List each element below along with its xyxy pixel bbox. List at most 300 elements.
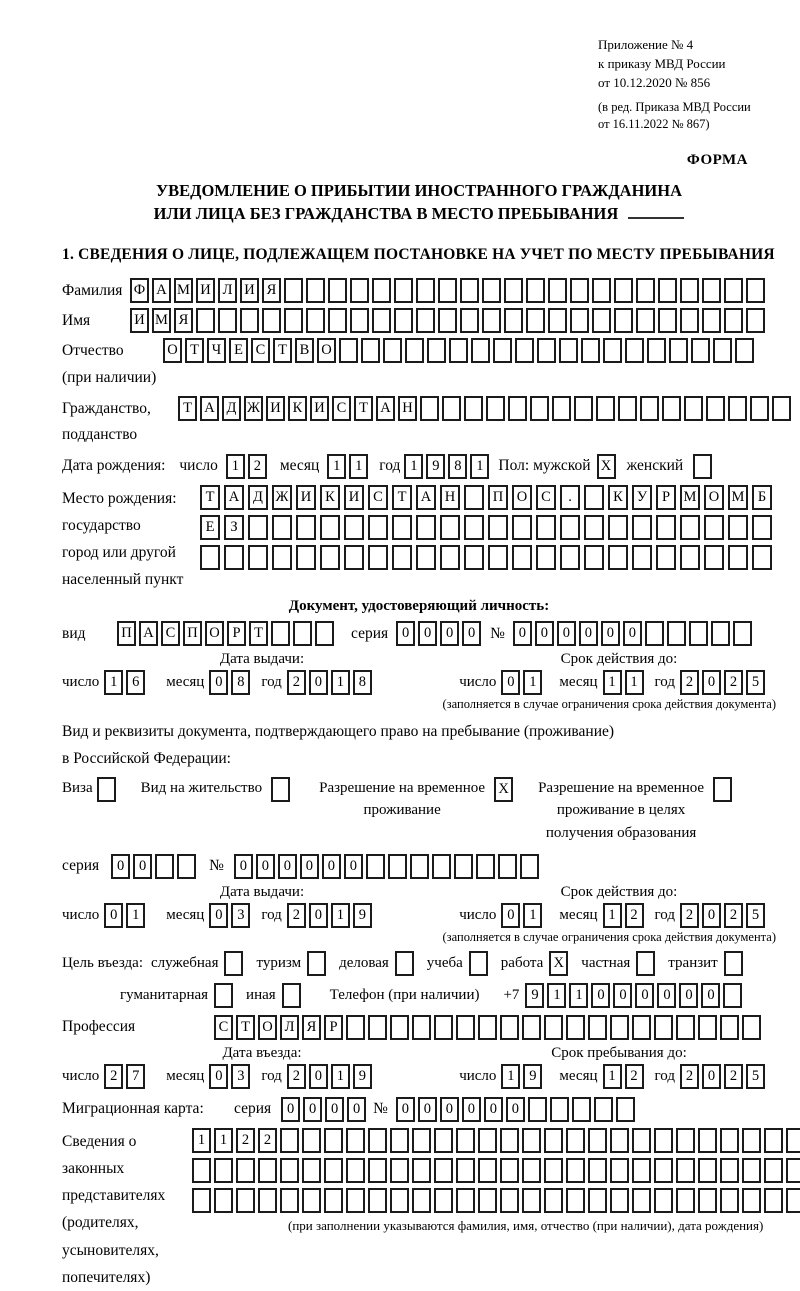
form-cell[interactable] xyxy=(512,545,532,570)
form-cell[interactable]: О xyxy=(205,621,224,646)
form-cell[interactable]: А xyxy=(224,485,244,510)
form-cell[interactable] xyxy=(493,338,512,363)
form-cell[interactable] xyxy=(306,308,325,333)
form-cell[interactable] xyxy=(442,396,461,421)
form-cell[interactable]: 2 xyxy=(724,670,743,695)
form-cell[interactable] xyxy=(456,1158,475,1183)
form-cell[interactable] xyxy=(592,308,611,333)
form-cell[interactable] xyxy=(581,338,600,363)
form-cell[interactable]: 1 xyxy=(523,670,542,695)
form-cell[interactable] xyxy=(282,983,301,1008)
form-cell[interactable] xyxy=(536,545,556,570)
form-cell[interactable] xyxy=(460,278,479,303)
form-cell[interactable]: А xyxy=(200,396,219,421)
form-cell[interactable]: . xyxy=(560,485,580,510)
form-cell[interactable] xyxy=(786,1128,800,1153)
purpose-transit-checkbox[interactable] xyxy=(724,951,746,976)
form-cell[interactable]: О xyxy=(704,485,724,510)
form-cell[interactable]: О xyxy=(317,338,336,363)
form-cell[interactable] xyxy=(654,1015,673,1040)
form-cell[interactable]: О xyxy=(258,1015,277,1040)
form-cell[interactable] xyxy=(271,621,290,646)
form-cell[interactable]: 2 xyxy=(236,1128,255,1153)
form-cell[interactable] xyxy=(508,396,527,421)
form-cell[interactable] xyxy=(676,1188,695,1213)
form-cell[interactable] xyxy=(390,1128,409,1153)
form-cell[interactable] xyxy=(449,338,468,363)
form-cell[interactable] xyxy=(680,515,700,540)
iddoc-valid-month-cells[interactable] xyxy=(603,670,647,695)
form-cell[interactable] xyxy=(478,1158,497,1183)
iddoc-issue-month-cells[interactable] xyxy=(209,670,253,695)
form-cell[interactable]: А xyxy=(152,278,171,303)
form-cell[interactable] xyxy=(522,1158,541,1183)
form-cell[interactable]: 0 xyxy=(513,621,532,646)
form-cell[interactable] xyxy=(434,1015,453,1040)
form-cell[interactable]: А xyxy=(139,621,158,646)
permit-issue-year-cells[interactable] xyxy=(287,903,375,928)
form-cell[interactable] xyxy=(640,396,659,421)
migration-seriya-cells[interactable] xyxy=(281,1097,369,1122)
form-cell[interactable]: И xyxy=(266,396,285,421)
form-cell[interactable]: 0 xyxy=(702,903,721,928)
form-cell[interactable] xyxy=(390,1158,409,1183)
birthplace-cells-row1[interactable] xyxy=(200,485,776,510)
form-cell[interactable] xyxy=(412,1128,431,1153)
form-cell[interactable]: 1 xyxy=(569,983,588,1008)
form-cell[interactable] xyxy=(320,545,340,570)
form-cell[interactable] xyxy=(746,308,765,333)
form-cell[interactable] xyxy=(588,1128,607,1153)
form-cell[interactable] xyxy=(570,308,589,333)
form-cell[interactable]: X xyxy=(494,777,513,802)
form-cell[interactable]: Т xyxy=(185,338,204,363)
form-cell[interactable] xyxy=(512,515,532,540)
purpose-private-checkbox[interactable] xyxy=(636,951,658,976)
form-cell[interactable]: 0 xyxy=(322,854,341,879)
form-cell[interactable] xyxy=(302,1188,321,1213)
form-cell[interactable]: 2 xyxy=(625,1064,644,1089)
form-cell[interactable] xyxy=(440,515,460,540)
form-cell[interactable] xyxy=(786,1188,800,1213)
form-cell[interactable]: 0 xyxy=(623,621,642,646)
form-cell[interactable] xyxy=(614,278,633,303)
form-cell[interactable]: 0 xyxy=(702,1064,721,1089)
form-cell[interactable] xyxy=(676,1128,695,1153)
form-cell[interactable]: 0 xyxy=(579,621,598,646)
form-cell[interactable]: 5 xyxy=(746,670,765,695)
form-cell[interactable] xyxy=(691,338,710,363)
form-cell[interactable] xyxy=(192,1158,211,1183)
form-cell[interactable] xyxy=(324,1158,343,1183)
form-cell[interactable] xyxy=(504,308,523,333)
form-cell[interactable]: 0 xyxy=(303,1097,322,1122)
form-cell[interactable] xyxy=(471,338,490,363)
form-cell[interactable]: З xyxy=(224,515,244,540)
form-cell[interactable]: 1 xyxy=(327,454,346,479)
form-cell[interactable]: 0 xyxy=(234,854,253,879)
form-cell[interactable] xyxy=(280,1188,299,1213)
form-cell[interactable]: В xyxy=(295,338,314,363)
form-cell[interactable] xyxy=(724,278,743,303)
form-cell[interactable] xyxy=(728,545,748,570)
stay-day-cells[interactable] xyxy=(501,1064,545,1089)
form-cell[interactable]: 8 xyxy=(353,670,372,695)
form-cell[interactable]: 2 xyxy=(680,670,699,695)
form-cell[interactable] xyxy=(315,621,334,646)
form-cell[interactable]: Ч xyxy=(207,338,226,363)
form-cell[interactable] xyxy=(346,1158,365,1183)
form-cell[interactable] xyxy=(764,1188,783,1213)
form-cell[interactable] xyxy=(438,278,457,303)
form-cell[interactable]: П xyxy=(183,621,202,646)
form-cell[interactable]: С xyxy=(161,621,180,646)
form-cell[interactable]: 2 xyxy=(724,1064,743,1089)
form-cell[interactable]: 0 xyxy=(325,1097,344,1122)
entry-month-cells[interactable] xyxy=(209,1064,253,1089)
form-cell[interactable] xyxy=(632,1188,651,1213)
form-cell[interactable] xyxy=(478,1128,497,1153)
iddoc-number-cells[interactable] xyxy=(513,621,755,646)
form-cell[interactable]: 1 xyxy=(470,454,489,479)
permit-issue-day-cells[interactable] xyxy=(104,903,148,928)
purpose-business-checkbox[interactable] xyxy=(395,951,417,976)
form-cell[interactable] xyxy=(394,278,413,303)
form-cell[interactable] xyxy=(693,454,712,479)
form-cell[interactable]: 2 xyxy=(287,670,306,695)
form-cell[interactable] xyxy=(752,515,772,540)
form-cell[interactable]: 1 xyxy=(625,670,644,695)
form-cell[interactable] xyxy=(566,1128,585,1153)
form-cell[interactable]: X xyxy=(597,454,616,479)
iddoc-issue-day-cells[interactable] xyxy=(104,670,148,695)
form-cell[interactable] xyxy=(742,1128,761,1153)
form-cell[interactable] xyxy=(544,1015,563,1040)
form-cell[interactable]: Р xyxy=(324,1015,343,1040)
form-cell[interactable]: И xyxy=(344,485,364,510)
form-cell[interactable] xyxy=(560,545,580,570)
form-cell[interactable] xyxy=(636,308,655,333)
form-cell[interactable]: 1 xyxy=(104,670,123,695)
form-cell[interactable] xyxy=(339,338,358,363)
form-cell[interactable] xyxy=(550,1097,569,1122)
form-cell[interactable] xyxy=(656,515,676,540)
form-cell[interactable] xyxy=(469,951,488,976)
form-cell[interactable]: О xyxy=(163,338,182,363)
form-cell[interactable] xyxy=(434,1158,453,1183)
iddoc-valid-year-cells[interactable] xyxy=(680,670,768,695)
form-cell[interactable] xyxy=(296,515,316,540)
iddoc-valid-day-cells[interactable] xyxy=(501,670,545,695)
form-cell[interactable]: 0 xyxy=(209,1064,228,1089)
form-cell[interactable]: Л xyxy=(218,278,237,303)
form-cell[interactable] xyxy=(224,951,243,976)
form-cell[interactable] xyxy=(528,1097,547,1122)
form-cell[interactable] xyxy=(500,1158,519,1183)
form-cell[interactable]: 1 xyxy=(331,670,350,695)
form-cell[interactable] xyxy=(698,1015,717,1040)
form-cell[interactable] xyxy=(488,545,508,570)
form-cell[interactable]: А xyxy=(416,485,436,510)
form-cell[interactable] xyxy=(764,1158,783,1183)
form-cell[interactable] xyxy=(416,278,435,303)
form-cell[interactable] xyxy=(522,1188,541,1213)
form-cell[interactable]: Т xyxy=(200,485,220,510)
form-cell[interactable]: 3 xyxy=(231,903,250,928)
permit-residence-checkbox[interactable] xyxy=(271,777,293,802)
form-cell[interactable] xyxy=(390,1015,409,1040)
permit-temporary-checkbox[interactable] xyxy=(494,777,516,802)
form-cell[interactable]: 0 xyxy=(557,621,576,646)
form-cell[interactable]: Р xyxy=(227,621,246,646)
permit-number-cells[interactable] xyxy=(234,854,542,879)
form-cell[interactable]: 0 xyxy=(111,854,130,879)
profession-cells[interactable] xyxy=(214,1015,764,1040)
permit-valid-month-cells[interactable] xyxy=(603,903,647,928)
form-cell[interactable]: 2 xyxy=(104,1064,123,1089)
form-cell[interactable] xyxy=(368,1188,387,1213)
form-cell[interactable]: 2 xyxy=(287,903,306,928)
form-cell[interactable]: Я xyxy=(262,278,281,303)
form-cell[interactable] xyxy=(742,1015,761,1040)
form-cell[interactable]: Т xyxy=(392,485,412,510)
form-cell[interactable] xyxy=(667,621,686,646)
form-cell[interactable]: 9 xyxy=(523,1064,542,1089)
iddoc-vid-cells[interactable] xyxy=(117,621,337,646)
form-cell[interactable] xyxy=(588,1188,607,1213)
form-cell[interactable] xyxy=(526,308,545,333)
form-cell[interactable] xyxy=(482,308,501,333)
form-cell[interactable] xyxy=(723,983,742,1008)
form-cell[interactable]: 2 xyxy=(680,1064,699,1089)
form-cell[interactable] xyxy=(368,1158,387,1183)
stay-month-cells[interactable] xyxy=(603,1064,647,1089)
form-cell[interactable] xyxy=(728,515,748,540)
form-cell[interactable]: 0 xyxy=(484,1097,503,1122)
form-cell[interactable]: 0 xyxy=(440,621,459,646)
form-cell[interactable]: 1 xyxy=(331,903,350,928)
form-cell[interactable]: 0 xyxy=(209,670,228,695)
form-cell[interactable] xyxy=(680,278,699,303)
form-cell[interactable]: 0 xyxy=(613,983,632,1008)
form-cell[interactable]: Т xyxy=(273,338,292,363)
form-cell[interactable] xyxy=(588,1015,607,1040)
form-cell[interactable] xyxy=(632,1158,651,1183)
form-cell[interactable] xyxy=(702,278,721,303)
form-cell[interactable] xyxy=(654,1128,673,1153)
sex-female-checkbox[interactable] xyxy=(693,454,715,479)
form-cell[interactable] xyxy=(454,854,473,879)
form-cell[interactable] xyxy=(680,308,699,333)
entry-year-cells[interactable] xyxy=(287,1064,375,1089)
form-cell[interactable] xyxy=(372,278,391,303)
form-cell[interactable]: 1 xyxy=(523,903,542,928)
form-cell[interactable] xyxy=(537,338,556,363)
form-cell[interactable] xyxy=(698,1128,717,1153)
form-cell[interactable] xyxy=(236,1188,255,1213)
birthdate-year-cells[interactable] xyxy=(404,454,492,479)
form-cell[interactable]: 3 xyxy=(231,1064,250,1089)
form-cell[interactable]: 0 xyxy=(309,903,328,928)
form-cell[interactable]: Я xyxy=(174,308,193,333)
form-cell[interactable] xyxy=(746,278,765,303)
form-cell[interactable]: 0 xyxy=(591,983,610,1008)
purpose-study-checkbox[interactable] xyxy=(469,951,491,976)
form-cell[interactable]: М xyxy=(152,308,171,333)
form-cell[interactable] xyxy=(350,278,369,303)
form-cell[interactable] xyxy=(584,515,604,540)
form-cell[interactable] xyxy=(645,621,664,646)
form-cell[interactable] xyxy=(544,1128,563,1153)
form-cell[interactable] xyxy=(372,308,391,333)
form-cell[interactable]: А xyxy=(376,396,395,421)
form-cell[interactable] xyxy=(676,1158,695,1183)
form-cell[interactable]: 0 xyxy=(601,621,620,646)
form-cell[interactable] xyxy=(394,308,413,333)
form-cell[interactable] xyxy=(366,854,385,879)
form-cell[interactable] xyxy=(307,951,326,976)
form-cell[interactable]: Л xyxy=(280,1015,299,1040)
form-cell[interactable] xyxy=(416,308,435,333)
form-cell[interactable] xyxy=(684,396,703,421)
form-cell[interactable] xyxy=(764,1128,783,1153)
form-cell[interactable] xyxy=(200,545,220,570)
form-cell[interactable] xyxy=(669,338,688,363)
form-cell[interactable]: М xyxy=(174,278,193,303)
birthplace-cells-row2[interactable] xyxy=(200,515,776,540)
form-cell[interactable]: 0 xyxy=(657,983,676,1008)
form-cell[interactable] xyxy=(296,545,316,570)
purpose-official-checkbox[interactable] xyxy=(224,951,246,976)
form-cell[interactable] xyxy=(460,308,479,333)
form-cell[interactable] xyxy=(464,545,484,570)
form-cell[interactable] xyxy=(676,1015,695,1040)
form-cell[interactable]: Т xyxy=(354,396,373,421)
form-cell[interactable]: Ф xyxy=(130,278,149,303)
form-cell[interactable] xyxy=(214,983,233,1008)
form-cell[interactable] xyxy=(218,308,237,333)
phone-cells[interactable] xyxy=(525,983,745,1008)
form-cell[interactable] xyxy=(240,308,259,333)
form-cell[interactable] xyxy=(324,1128,343,1153)
form-cell[interactable] xyxy=(248,515,268,540)
form-cell[interactable] xyxy=(572,1097,591,1122)
form-cell[interactable]: X xyxy=(549,951,568,976)
form-cell[interactable] xyxy=(328,308,347,333)
form-cell[interactable]: 0 xyxy=(278,854,297,879)
form-cell[interactable] xyxy=(616,1097,635,1122)
form-cell[interactable]: 0 xyxy=(440,1097,459,1122)
form-cell[interactable]: 2 xyxy=(680,903,699,928)
form-cell[interactable] xyxy=(177,854,196,879)
form-cell[interactable] xyxy=(464,515,484,540)
form-cell[interactable]: 0 xyxy=(635,983,654,1008)
form-cell[interactable]: 0 xyxy=(462,1097,481,1122)
permit-seriya-cells[interactable] xyxy=(111,854,199,879)
form-cell[interactable]: М xyxy=(728,485,748,510)
form-cell[interactable]: 0 xyxy=(396,621,415,646)
form-cell[interactable]: 0 xyxy=(347,1097,366,1122)
form-cell[interactable]: 0 xyxy=(506,1097,525,1122)
form-cell[interactable]: 7 xyxy=(126,1064,145,1089)
form-cell[interactable] xyxy=(434,1128,453,1153)
form-cell[interactable] xyxy=(689,621,708,646)
form-cell[interactable] xyxy=(632,1015,651,1040)
birthdate-month-cells[interactable] xyxy=(327,454,371,479)
form-cell[interactable] xyxy=(536,515,556,540)
purpose-other-checkbox[interactable] xyxy=(282,983,304,1008)
form-cell[interactable] xyxy=(728,396,747,421)
form-cell[interactable] xyxy=(500,1015,519,1040)
form-cell[interactable] xyxy=(302,1128,321,1153)
form-cell[interactable] xyxy=(328,278,347,303)
form-cell[interactable] xyxy=(350,308,369,333)
form-cell[interactable] xyxy=(702,308,721,333)
form-cell[interactable]: Т xyxy=(178,396,197,421)
form-cell[interactable] xyxy=(97,777,116,802)
permit-visa-checkbox[interactable] xyxy=(97,777,119,802)
form-cell[interactable]: И xyxy=(240,278,259,303)
form-cell[interactable] xyxy=(427,338,446,363)
form-cell[interactable] xyxy=(416,515,436,540)
form-cell[interactable] xyxy=(390,1188,409,1213)
form-cell[interactable]: 0 xyxy=(418,621,437,646)
form-cell[interactable] xyxy=(388,854,407,879)
purpose-humanitarian-checkbox[interactable] xyxy=(214,983,236,1008)
form-cell[interactable]: 0 xyxy=(209,903,228,928)
form-cell[interactable]: Р xyxy=(656,485,676,510)
firstname-cells[interactable] xyxy=(130,308,768,333)
iddoc-seriya-cells[interactable] xyxy=(396,621,484,646)
form-cell[interactable] xyxy=(392,515,412,540)
form-cell[interactable] xyxy=(544,1158,563,1183)
form-cell[interactable] xyxy=(584,545,604,570)
form-cell[interactable] xyxy=(488,515,508,540)
form-cell[interactable] xyxy=(592,278,611,303)
form-cell[interactable]: 0 xyxy=(133,854,152,879)
form-cell[interactable] xyxy=(654,1188,673,1213)
form-cell[interactable] xyxy=(515,338,534,363)
form-cell[interactable]: Д xyxy=(248,485,268,510)
form-cell[interactable] xyxy=(284,278,303,303)
form-cell[interactable]: Д xyxy=(222,396,241,421)
permit-issue-month-cells[interactable] xyxy=(209,903,253,928)
form-cell[interactable]: 0 xyxy=(702,670,721,695)
form-cell[interactable] xyxy=(713,338,732,363)
representatives-cells-row2[interactable] xyxy=(192,1158,800,1183)
form-cell[interactable]: С xyxy=(536,485,556,510)
form-cell[interactable] xyxy=(632,1128,651,1153)
form-cell[interactable] xyxy=(614,308,633,333)
form-cell[interactable] xyxy=(344,515,364,540)
form-cell[interactable]: 0 xyxy=(396,1097,415,1122)
form-cell[interactable] xyxy=(456,1128,475,1153)
purpose-tourism-checkbox[interactable] xyxy=(307,951,329,976)
form-cell[interactable] xyxy=(742,1188,761,1213)
form-cell[interactable] xyxy=(456,1188,475,1213)
form-cell[interactable]: 9 xyxy=(353,1064,372,1089)
form-cell[interactable] xyxy=(698,1188,717,1213)
form-cell[interactable] xyxy=(618,396,637,421)
form-cell[interactable] xyxy=(566,1188,585,1213)
form-cell[interactable] xyxy=(320,515,340,540)
form-cell[interactable]: 9 xyxy=(426,454,445,479)
form-cell[interactable] xyxy=(344,545,364,570)
form-cell[interactable] xyxy=(196,308,215,333)
form-cell[interactable]: 2 xyxy=(248,454,267,479)
representatives-cells-row1[interactable] xyxy=(192,1128,800,1153)
form-cell[interactable] xyxy=(478,1015,497,1040)
